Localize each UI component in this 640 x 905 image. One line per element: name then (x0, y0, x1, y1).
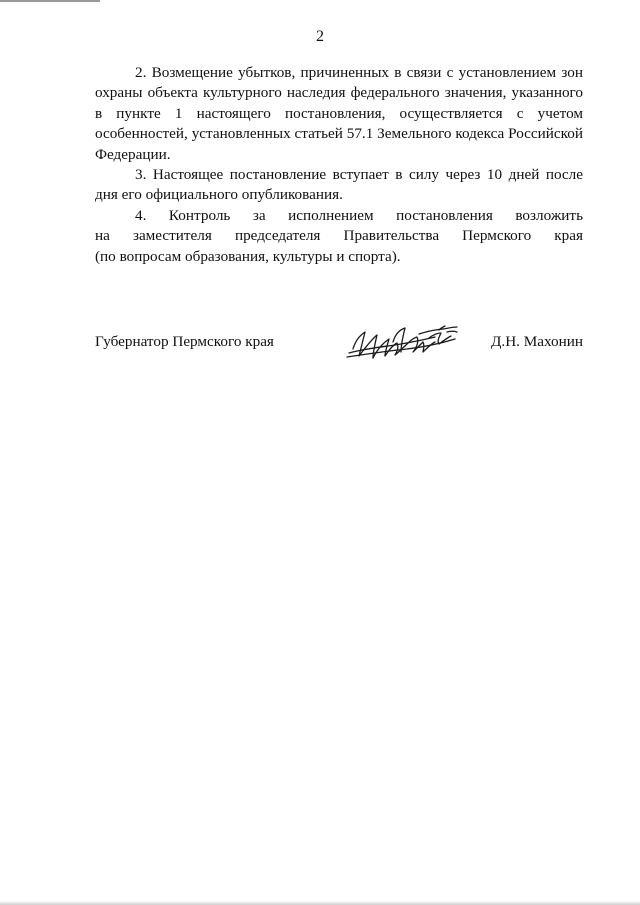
signatory-name: Д.Н. Махонин (491, 333, 583, 350)
paragraph-control (95, 206, 583, 267)
paragraph-control-line-3: (по вопросам образования, культуры и спорта). (95, 247, 401, 265)
paragraph-control-line-2: на заместителя председателя Правительства Пермского края (95, 227, 583, 245)
page-number: 2 (316, 28, 324, 45)
paragraph-effective-date: 3. Настоящее постановление вступает в силу через 10 дней после дня его официального опубликования. (95, 166, 583, 204)
scan-edge-bottom (0, 901, 640, 905)
signature-block (95, 322, 583, 366)
scan-edge-line (0, 0, 100, 2)
paragraph-compensation: 2. Возмещение убытков, причиненных в связи с установлением зон охраны объекта культурного наследия федерального значения, указанного в пункте 1 настоящего постановления, осуществляется с учетом особенностей, установленных статьей 57.1 Земельного кодекса Российской Федерации. (95, 64, 583, 163)
signatory-title: Губернатор Пермского края (95, 333, 274, 350)
document-body (95, 63, 583, 267)
paragraph-control-line-1: 4. Контроль за исполнением постановления возложить (135, 206, 583, 224)
handwritten-signature (343, 322, 461, 366)
